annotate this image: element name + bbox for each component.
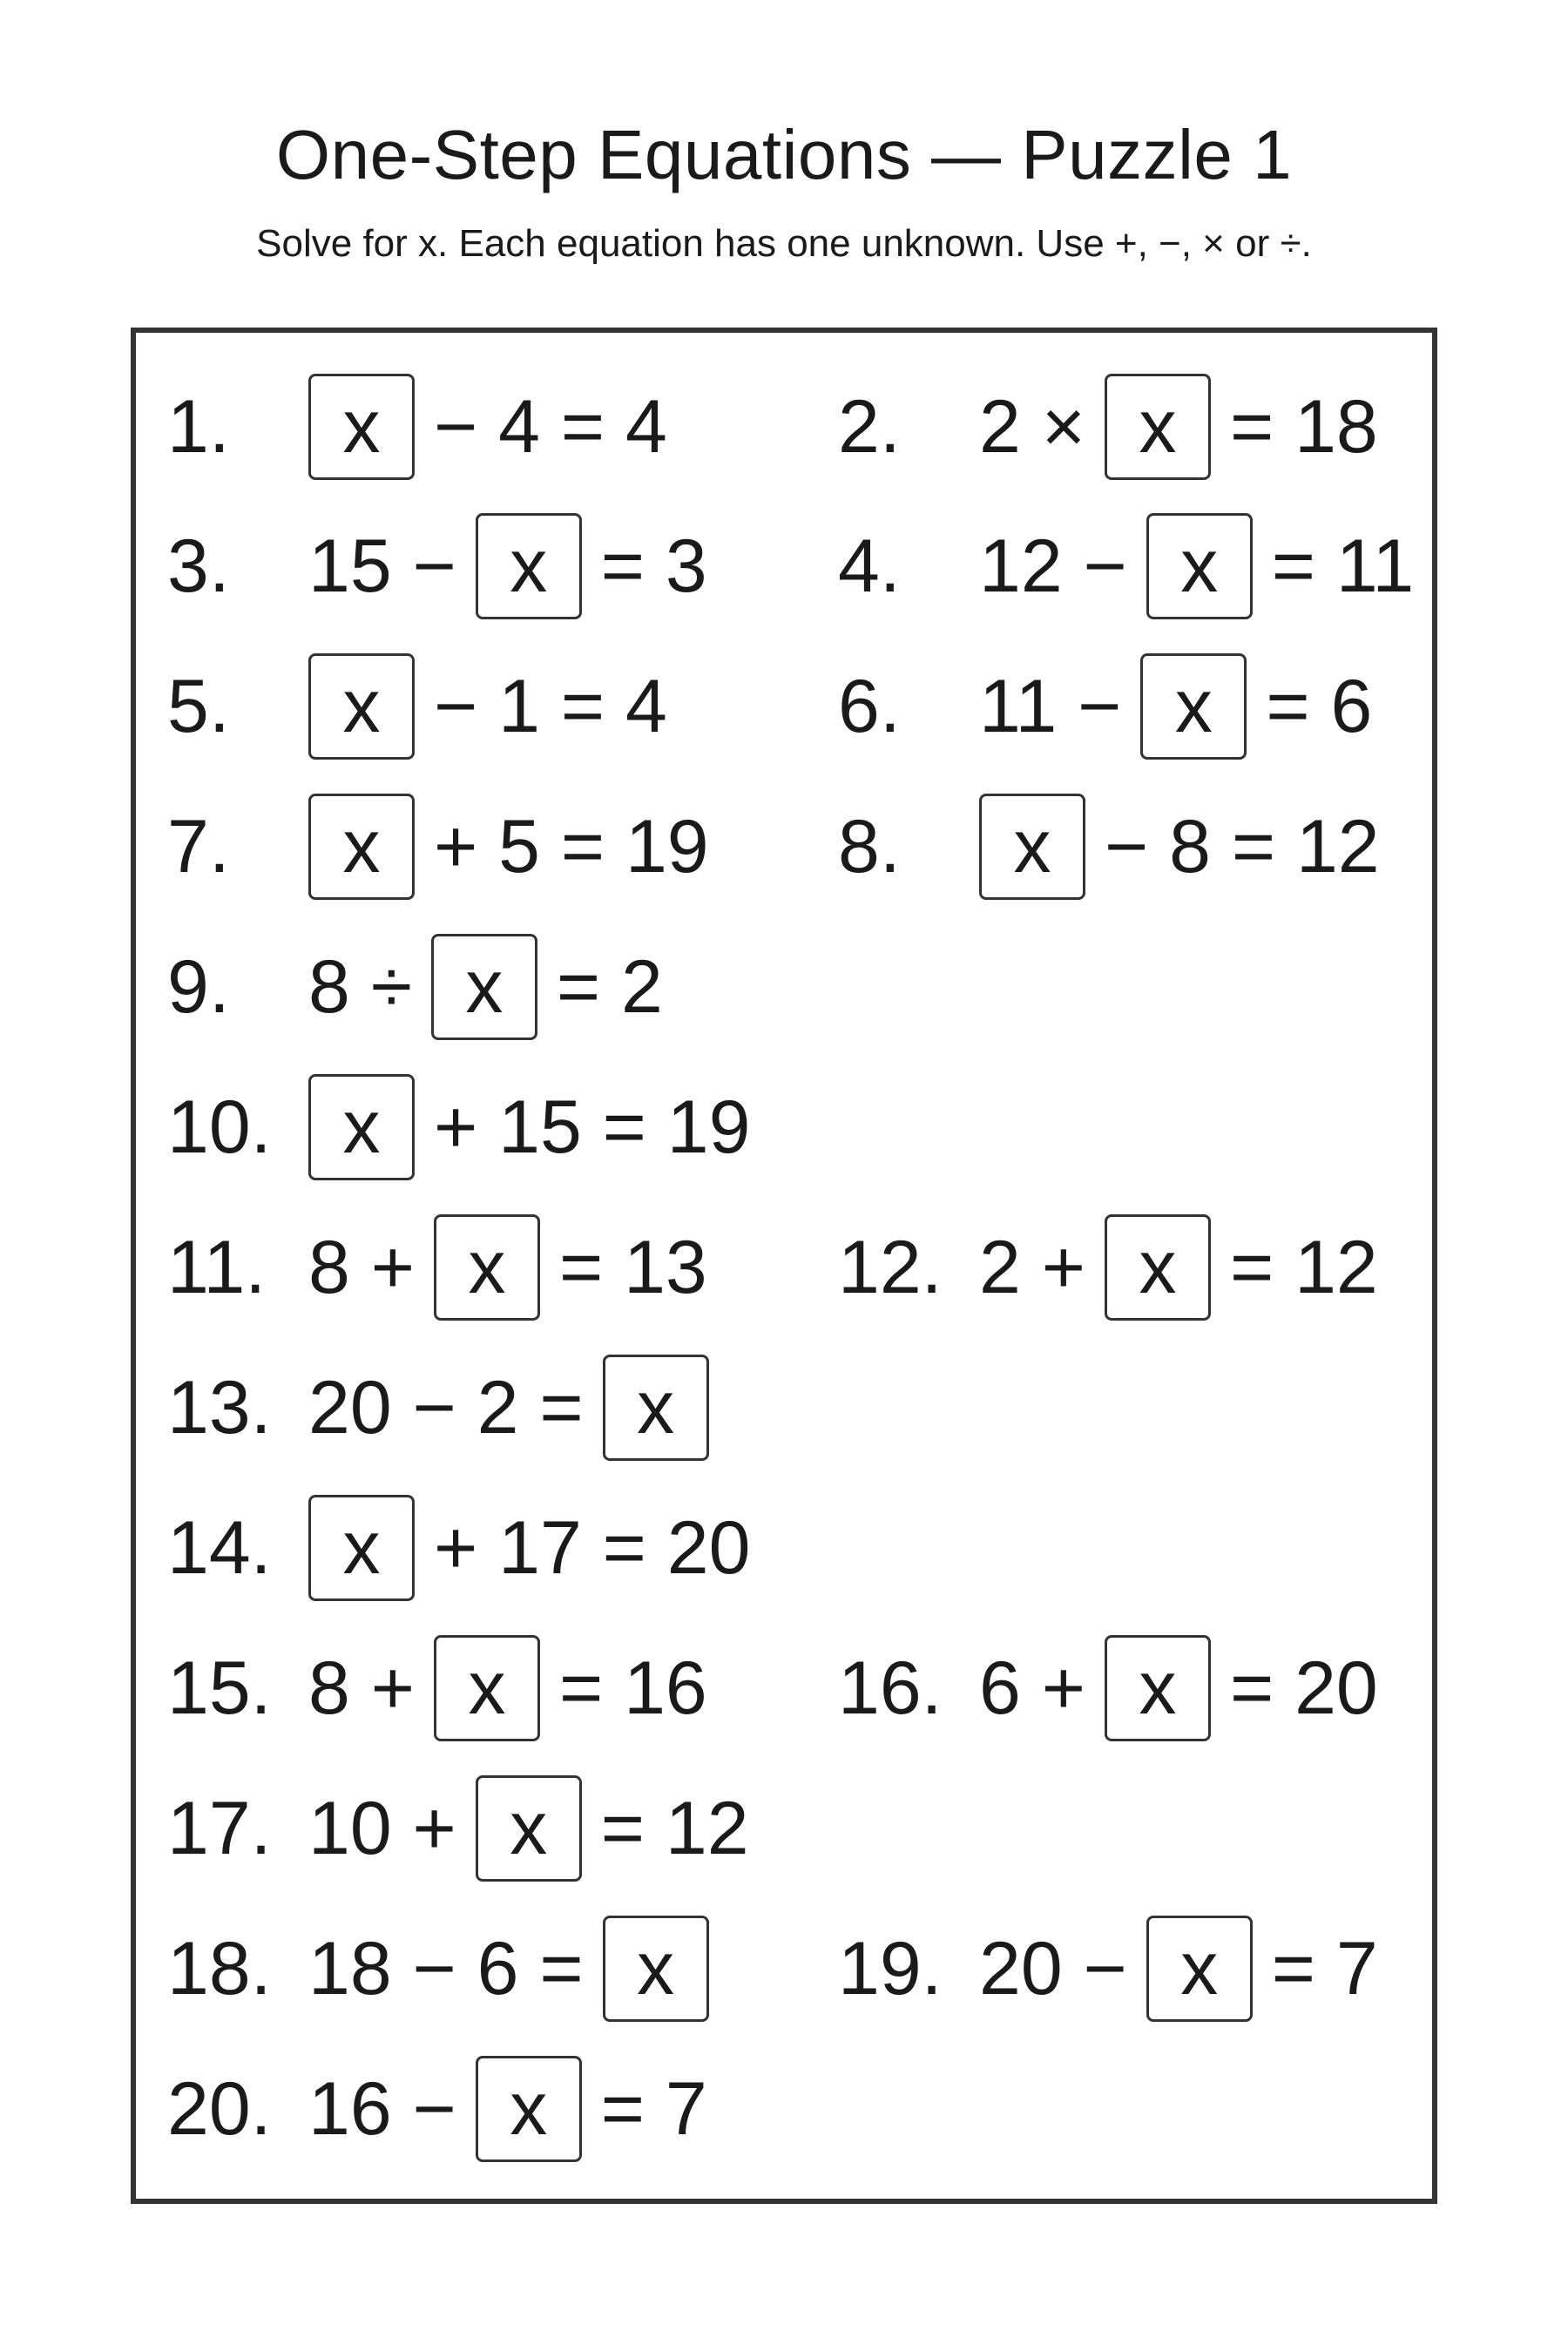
answer-box[interactable]: x xyxy=(308,794,415,900)
equation-right: = 20 xyxy=(1229,1646,1378,1730)
problem-5 xyxy=(167,650,667,763)
equation-right: = 3 xyxy=(600,524,707,608)
problem-19 xyxy=(838,1912,1378,2025)
problem-number: 13. xyxy=(167,1366,272,1450)
answer-box[interactable]: x xyxy=(1105,374,1211,480)
problem-number: 16. xyxy=(838,1646,943,1730)
problem-number: 11. xyxy=(167,1226,267,1309)
equation-left: 20 − 2 = xyxy=(308,1366,584,1450)
equation-right: − 8 = 12 xyxy=(1105,805,1380,889)
problem-number: 2. xyxy=(838,385,901,469)
equation-left: 2 + xyxy=(979,1226,1085,1309)
equation-left: 10 + xyxy=(308,1787,456,1870)
equation-left: 8 + xyxy=(308,1646,415,1730)
answer-box[interactable]: x xyxy=(1140,653,1247,760)
equation-right: = 7 xyxy=(600,2067,707,2151)
problem-number: 7. xyxy=(167,805,230,889)
equation-left: 15 − xyxy=(308,524,456,608)
equation-left: 18 − 6 = xyxy=(308,1927,584,2011)
equation-right: = 16 xyxy=(558,1646,707,1730)
equation-right: = 2 xyxy=(556,945,663,1029)
answer-box[interactable]: x xyxy=(979,794,1085,900)
problem-number: 12. xyxy=(838,1226,943,1309)
equation-right: = 12 xyxy=(1229,1226,1378,1309)
equation-right: = 6 xyxy=(1266,665,1373,748)
problem-4 xyxy=(838,510,1414,623)
problem-number: 8. xyxy=(838,805,901,889)
answer-box[interactable]: x xyxy=(476,2056,582,2162)
answer-box[interactable]: x xyxy=(434,1635,540,1741)
problem-9 xyxy=(167,930,663,1044)
problem-18 xyxy=(167,1912,709,2025)
equation-right: = 11 xyxy=(1271,524,1415,608)
problem-3 xyxy=(167,510,707,623)
problem-number: 15. xyxy=(167,1646,272,1730)
equation-right: = 13 xyxy=(558,1226,707,1309)
equation-left: 6 + xyxy=(979,1646,1085,1730)
equation-right: − 1 = 4 xyxy=(434,665,667,748)
problem-7 xyxy=(167,790,709,903)
equation-right: = 18 xyxy=(1229,385,1378,469)
equation-left: 20 − xyxy=(979,1927,1127,2011)
answer-box[interactable]: x xyxy=(308,1074,415,1180)
answer-box[interactable]: x xyxy=(476,513,582,619)
equation-right: = 7 xyxy=(1271,1927,1378,2011)
problem-2 xyxy=(838,370,1378,483)
problem-11 xyxy=(167,1211,707,1324)
equation-left: 8 + xyxy=(308,1226,415,1309)
answer-box[interactable]: x xyxy=(603,1355,709,1461)
problem-12 xyxy=(838,1211,1378,1324)
answer-box[interactable]: x xyxy=(1146,1916,1253,2022)
equation-right: + 5 = 19 xyxy=(434,805,709,889)
problem-1 xyxy=(167,370,667,483)
problem-13 xyxy=(167,1351,709,1464)
problem-number: 1. xyxy=(167,385,230,469)
equation-right: + 15 = 19 xyxy=(434,1085,751,1169)
problem-number: 18. xyxy=(167,1927,272,2011)
problem-number: 10. xyxy=(167,1085,272,1169)
page-title: One-Step Equations — Puzzle 1 xyxy=(275,116,1293,193)
answer-box[interactable]: x xyxy=(431,934,537,1040)
problem-16 xyxy=(838,1632,1378,1745)
problem-20 xyxy=(167,2052,707,2166)
problem-number: 6. xyxy=(838,665,901,748)
answer-box[interactable]: x xyxy=(1105,1214,1211,1321)
problem-15 xyxy=(167,1632,707,1745)
answer-box[interactable]: x xyxy=(308,374,415,480)
problem-number: 5. xyxy=(167,665,230,748)
problem-number: 9. xyxy=(167,945,230,1029)
problem-number: 20. xyxy=(167,2067,272,2151)
problem-number: 4. xyxy=(838,524,901,608)
problem-number: 17. xyxy=(167,1787,272,1870)
answer-box[interactable]: x xyxy=(434,1214,540,1321)
equation-left: 16 − xyxy=(308,2067,456,2151)
problem-6 xyxy=(838,650,1372,763)
problem-number: 14. xyxy=(167,1506,272,1590)
equation-left: 12 − xyxy=(979,524,1127,608)
problem-number: 3. xyxy=(167,524,230,608)
answer-box[interactable]: x xyxy=(1146,513,1253,619)
equation-left: 8 ÷ xyxy=(308,945,412,1029)
answer-box[interactable]: x xyxy=(1105,1635,1211,1741)
equation-left: 2 × xyxy=(979,385,1085,469)
answer-box[interactable]: x xyxy=(308,1495,415,1601)
answer-box[interactable]: x xyxy=(603,1916,709,2022)
problem-number: 19. xyxy=(838,1927,943,2011)
problem-17 xyxy=(167,1772,749,1885)
answer-box[interactable]: x xyxy=(308,653,415,760)
instructions: Solve for x. Each equation has one unknown. Use +, −, × or ÷. xyxy=(256,222,1312,265)
problem-8 xyxy=(838,790,1380,903)
equation-right: + 17 = 20 xyxy=(434,1506,751,1590)
problem-10 xyxy=(167,1071,750,1184)
equation-right: = 12 xyxy=(600,1787,749,1870)
equation-right: − 4 = 4 xyxy=(434,385,667,469)
equation-left: 11 − xyxy=(979,665,1122,748)
answer-box[interactable]: x xyxy=(476,1775,582,1882)
problem-14 xyxy=(167,1491,750,1605)
